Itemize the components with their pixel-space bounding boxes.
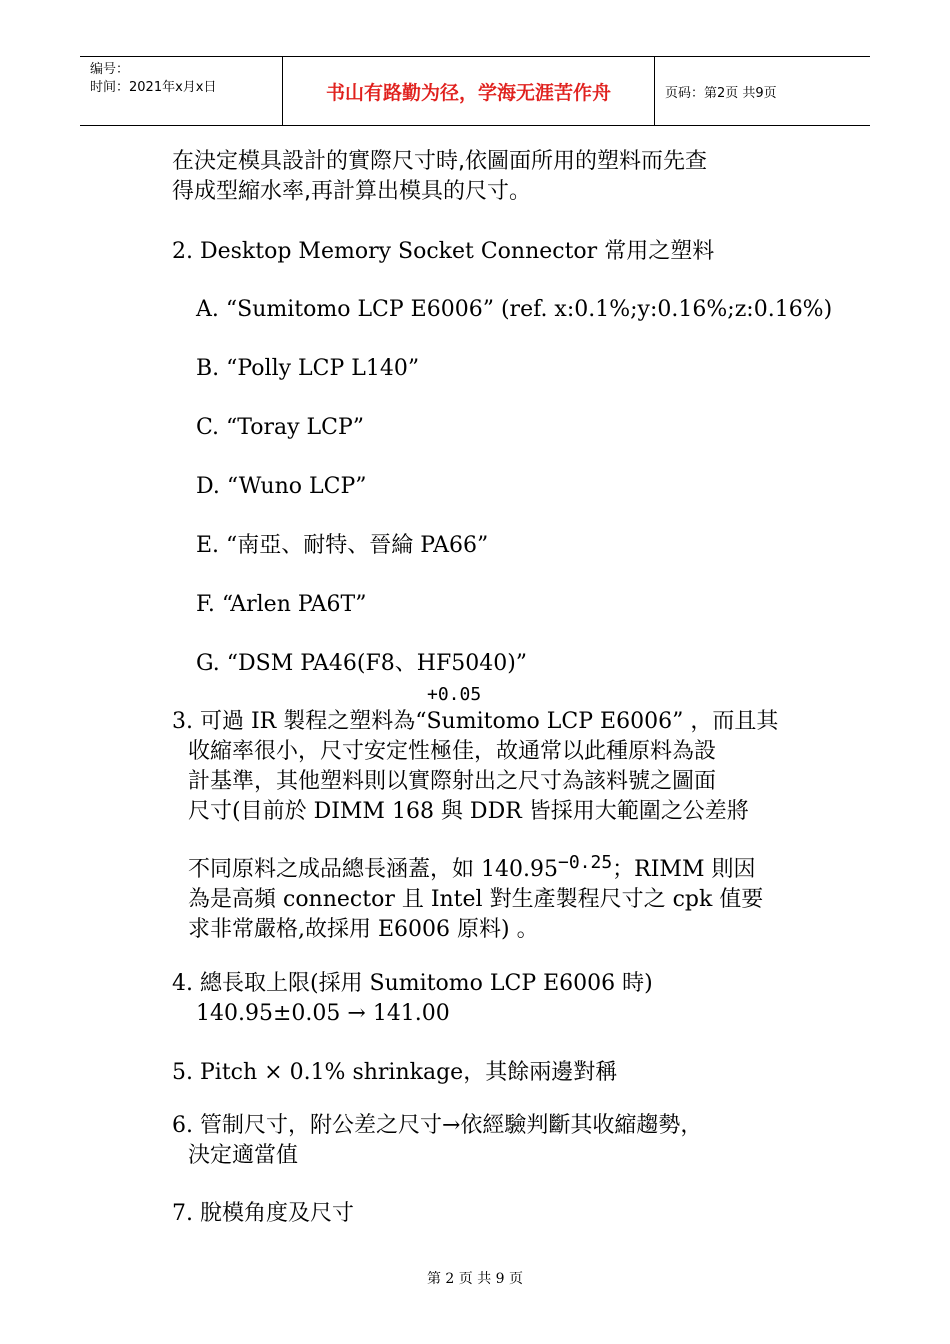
item-4-line-2: 140.95±0.05 → 141.00 (196, 1001, 450, 1026)
material-g: G. “DSM PA46(F8、HF5040)” (196, 651, 528, 676)
time-label: 时间：2021年x月x日 (90, 80, 217, 95)
tolerance-upper: +0.05 (427, 684, 482, 705)
item-3-line-2: 收縮率很小，尺寸安定性極佳，故通常以此種原料為設 (188, 739, 717, 764)
item-3-line-6: 為是高頻 connector 且 Intel 對生產製程尺寸之 cpk 值要 (188, 887, 764, 912)
item-6-line-1: 6. 管制尺寸，附公差之尺寸→依經驗判斷其收縮趨勢， (172, 1113, 703, 1138)
item-3-line-7: 求非常嚴格,故採用 E6006 原料) 。 (188, 917, 539, 942)
header-page-info: 页码：第2页 共9页 (665, 85, 777, 101)
item-3-line-1: 3. 可過 IR 製程之塑料為“Sumitomo LCP E6006” ，而且其 (172, 709, 779, 734)
intro-line-2: 得成型縮水率,再計算出模具的尺寸。 (172, 179, 531, 204)
item-4-line-1: 4. 總長取上限(採用 Sumitomo LCP E6006 時) (172, 971, 653, 996)
material-c: C. “Toray LCP” (196, 415, 365, 440)
material-d: D. “Wuno LCP” (196, 474, 367, 499)
tolerance-lower: −0.25 (557, 852, 613, 873)
intro-line-1: 在決定模具設計的實際尺寸時,依圖面所用的塑料而先查 (172, 149, 707, 174)
page-header (80, 56, 870, 126)
item-7: 7. 脫模角度及尺寸 (172, 1201, 354, 1226)
material-e: E. “南亞、耐特、晉綸 PA66” (196, 533, 489, 558)
code-label: 编号： (90, 62, 130, 77)
material-a: A. “Sumitomo LCP E6006” (ref. x:0.1%;y:0.16%;z:0.16%) (196, 297, 833, 322)
item-3-line-5 (188, 854, 755, 886)
item-6-line-2: 決定適當值 (188, 1143, 299, 1168)
header-motto: 书山有路勤为径，学海无涯苦作舟 (282, 57, 655, 125)
material-f: F. “Arlen PA6T” (196, 592, 367, 617)
item-3-line-5-post: ；RIMM 則因 (612, 857, 756, 882)
item-5: 5. Pitch × 0.1% shrinkage，其餘兩邊對稱 (172, 1060, 618, 1085)
item-3-line-4: 尺寸(目前於 DIMM 168 與 DDR 皆採用大範圍之公差將 (188, 799, 749, 824)
page-footer: 第 2 页 共 9 页 (426, 1271, 524, 1287)
material-b: B. “Polly LCP L140” (196, 356, 420, 381)
item-3-line-3: 計基準，其他塑料則以實際射出之尺寸為該料號之圖面 (188, 769, 717, 794)
header-left-cell (80, 57, 282, 125)
item-3-line-5-pre: 不同原料之成品總長涵蓋，如 140.95 (188, 857, 558, 882)
item-2-title: 2. Desktop Memory Socket Connector 常用之塑料 (172, 239, 715, 264)
